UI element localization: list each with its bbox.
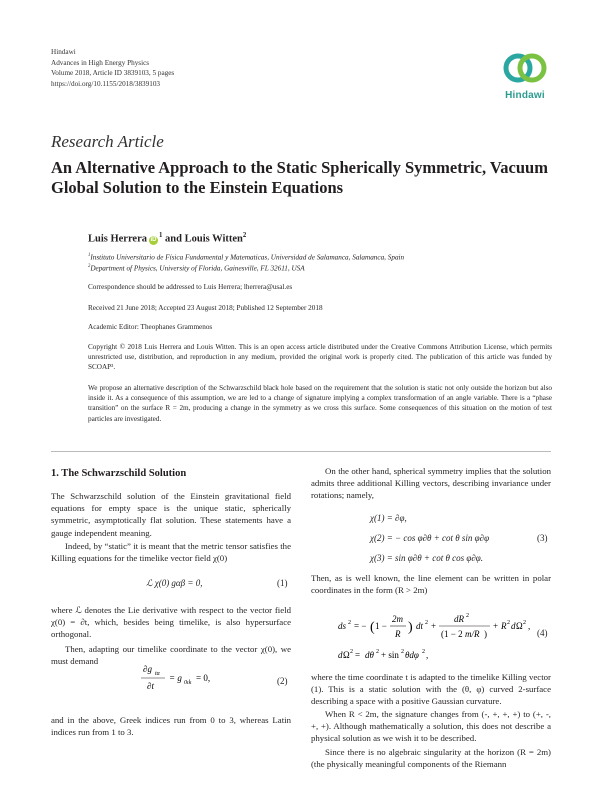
hindawi-logo-text: Hindawi [505, 90, 545, 101]
svg-text:): ) [484, 629, 487, 639]
left-para-4: Then, adapting our timelike coordinate to the vector χ(0), we must demand [51, 644, 291, 667]
author-2[interactable]: Louis Witten [184, 233, 243, 245]
dates: Received 21 June 2018; Accepted 23 August 2018; Published 12 September 2018 [88, 304, 323, 312]
svg-text:Ω: Ω [516, 621, 523, 631]
equation-2 [140, 652, 280, 702]
svg-text:2: 2 [422, 649, 425, 655]
divider [51, 451, 551, 452]
article-title: An Alternative Approach to the Static Spherically Symmetric, Vacuum Global Solution to the Einstein Equations [51, 158, 548, 197]
svg-text:+ sin: + sin [381, 650, 399, 660]
aff1-text: Instituto Universitario de Física Fundamental y Matematicas, Universidad de Salamanca, Salamanca, Spain [90, 253, 405, 262]
left-para-1: The Schwarzschild solution of the Einstein gravitational field equations for empty space is the unique static, spherically symmetric, asymptotically flat solution. These statements have a gauge independent meaning. [51, 491, 291, 538]
svg-text:= 0,: = 0, [196, 673, 211, 683]
svg-text:2: 2 [523, 620, 526, 626]
svg-text:1 −: 1 − [375, 621, 387, 631]
svg-text:dθ: dθ [365, 650, 374, 660]
svg-text:dt: dt [416, 621, 424, 631]
affiliation-2 [88, 264, 305, 272]
author-and: and [165, 233, 182, 245]
abstract: We propose an alternative description of the Schwarzschild black hole based on the requirement that the solution is static not only outside the horizon but also inside it. As a consequence of this assumption, we are led to a change of signature implying a complex transformation of an angle variable. There is a “phase transition” on the surface R = 2m, producing a change in the symmetry as we cross this surface. Some consequences of this situation on the motion of test particles are investigated. [88, 384, 552, 423]
svg-text:ds: ds [338, 621, 347, 631]
svg-text:2m: 2m [392, 614, 403, 624]
svg-text:d: d [338, 650, 343, 660]
equation-3c: χ(3) = sin φ∂θ + cot θ cos φ∂φ. [370, 553, 484, 563]
doi-link[interactable]: https://doi.org/10.1155/2018/3839103 [51, 79, 161, 88]
publisher-name: Hindawi [51, 48, 76, 56]
equation-4 [330, 598, 540, 670]
svg-text:= −: = − [354, 621, 367, 631]
svg-text:∂t: ∂t [147, 681, 154, 691]
left-para-3: where ℒ denotes the Lie derivative with respect to the vector field χ(0) = ∂t, which, besides being timelike, is also hypersurface orthogonal. [51, 605, 291, 640]
left-para-5: and in the above, Greek indices run from 0 to 3, whereas Latin indices run from 1 to 3. [51, 715, 291, 738]
left-para-2: Indeed, by “static” it is meant that the metric tensor satisfies the Killing equations for the timelike vector field χ(0) [51, 541, 291, 564]
svg-text:,: , [528, 621, 531, 631]
right-para-5: Since there is no algebraic singularity at the horizon (R = 2m) (the physically meaningful components of the Riemann [311, 747, 551, 770]
article-type: Research Article [51, 132, 164, 151]
equation-1: ℒ χ(0) gαβ = 0, [146, 578, 203, 588]
aff1-num: 1 [88, 253, 91, 258]
svg-text:R: R [395, 629, 401, 639]
svg-text:0ιk: 0ιk [184, 680, 192, 686]
svg-text:(1 − 2: (1 − 2 [441, 629, 463, 639]
academic-editor: Academic Editor: Theophanes Grammenos [88, 323, 213, 331]
svg-text:R: R [501, 621, 507, 631]
equation-3b: χ(2) = − cos φ∂θ + cot θ sin φ∂φ [370, 533, 490, 543]
equation-3-number: (3) [537, 533, 548, 543]
svg-text:2: 2 [350, 649, 353, 655]
svg-text:2: 2 [425, 620, 428, 626]
aff2-num: 2 [88, 264, 91, 269]
svg-text:): ) [408, 620, 413, 635]
correspondence: Correspondence should be addressed to Luis Herrera; lherrera@usal.es [88, 283, 293, 291]
author-1-affil: 1 [159, 232, 163, 239]
right-para-3: where the time coordinate t is adapted to the timelike Killing vector (1). This is a static solution with the (θ, φ) curved 2-surface describing a space with a positive Gaussian curvature. [311, 672, 551, 707]
journal-name: Advances in High Energy Physics [51, 58, 150, 67]
volume-info: Volume 2018, Article ID 3839103, 5 pages [51, 69, 175, 77]
svg-text:Ω: Ω [343, 650, 350, 660]
author-1[interactable]: Luis Herrera [88, 233, 148, 245]
svg-text:+: + [493, 621, 499, 631]
svg-text:θdφ: θdφ [405, 650, 419, 660]
svg-text:2: 2 [376, 649, 379, 655]
journal-header [51, 47, 174, 89]
svg-text:=: = [355, 650, 361, 660]
svg-text:2: 2 [348, 620, 351, 626]
affiliation-1 [88, 253, 404, 261]
section-heading: 1. The Schwarzschild Solution [51, 468, 187, 479]
svg-text:d: d [511, 621, 516, 631]
svg-text:2: 2 [466, 613, 469, 619]
right-para-2: Then, as is well known, the line element can be written in polar coordinates in the form (R > 2m) [311, 573, 551, 596]
equation-3a: χ(1) = ∂φ, [370, 513, 407, 523]
equation-4-number: (4) [537, 628, 548, 638]
author-line [88, 232, 246, 245]
orcid-icon[interactable]: iD [150, 236, 157, 243]
copyright: Copyright © 2018 Luis Herrera and Louis Witten. This is an open access article distributed under the Creative Commons Attribution License, which permits unrestricted use, distribution, and reproduction in any medium, provided the original work is properly cited. The publication of this article was funded by SCOAP³. [88, 343, 552, 372]
svg-text:(: ( [370, 620, 375, 635]
svg-text:∂g: ∂g [143, 664, 152, 674]
svg-text:m/R: m/R [465, 629, 480, 639]
author-2-affil: 2 [242, 232, 247, 239]
svg-text:2: 2 [401, 649, 404, 655]
svg-text:= g: = g [169, 673, 182, 683]
svg-text:2: 2 [507, 620, 510, 626]
right-para-1: On the other hand, spherical symmetry implies that the solution admits three additional Killing vectors, describing invariance under rotations; namely, [311, 466, 551, 501]
equation-2-number: (2) [277, 676, 288, 686]
svg-text:,: , [426, 650, 429, 660]
svg-text:dR: dR [454, 614, 464, 624]
aff2-text: Department of Physics, University of Florida, Gainesville, FL 32611, USA [90, 264, 305, 273]
svg-text:+: + [431, 621, 437, 631]
equation-1-number: (1) [277, 578, 288, 588]
svg-text:tα: tα [155, 671, 160, 677]
right-para-4: When R < 2m, the signature changes from (-, +, +, +) to (+, -, +, +). Although mathematically a solution, this does not describe a physical solution as we wish it to be described. [311, 709, 551, 744]
